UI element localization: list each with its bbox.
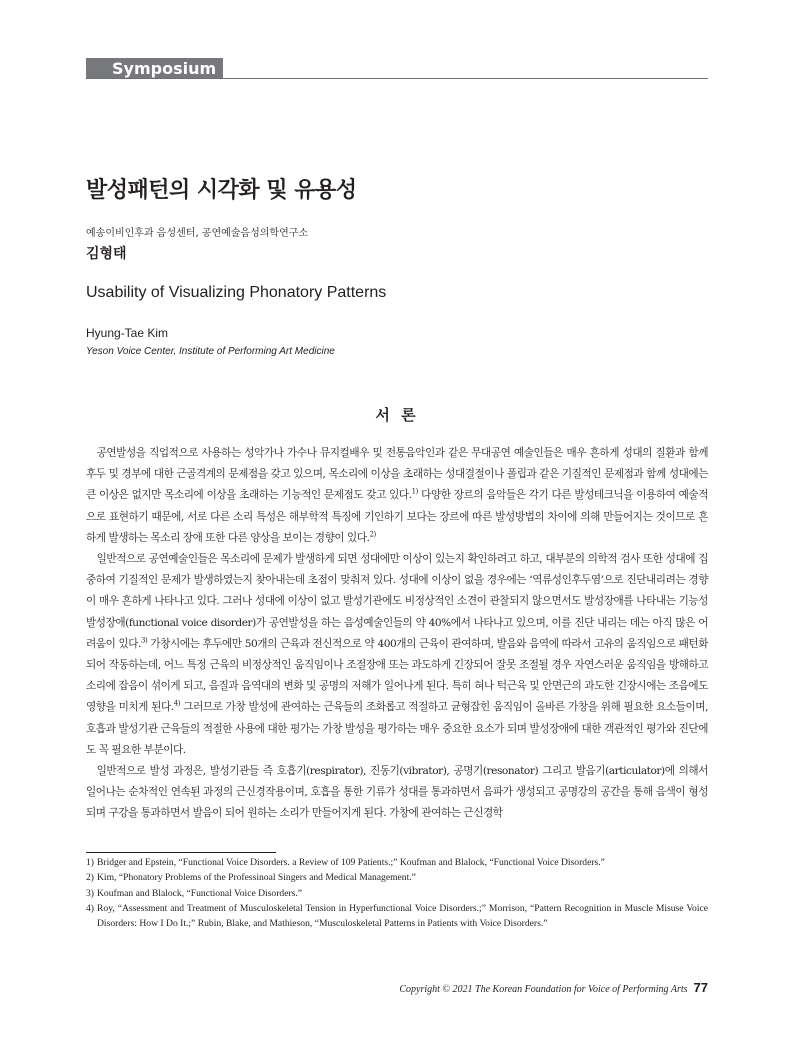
footnotes bbox=[86, 855, 708, 931]
footnote-number: 2) bbox=[86, 872, 94, 884]
copyright-text: Copyright © 2021 The Korean Foundation for Voice of Performing Arts bbox=[399, 984, 688, 995]
footnote-text: Kim, “Phonatory Problems of the Professinoal Singers and Medical Management.” bbox=[97, 872, 416, 884]
footnote-rule bbox=[86, 852, 276, 853]
citation-ref: 4) bbox=[173, 699, 181, 708]
footnote-text: Koufman and Blalock, “Functional Voice Disorders.” bbox=[97, 887, 303, 899]
page-number: 77 bbox=[693, 980, 708, 995]
footnote-number: 4) bbox=[86, 902, 94, 914]
affiliation-kr: 예송이비인후과 음성센터, 공연예술음성의학연구소 bbox=[86, 228, 309, 239]
paragraph bbox=[86, 761, 708, 825]
footnote bbox=[86, 901, 708, 932]
page-footer bbox=[399, 980, 708, 995]
citation-ref: 3) bbox=[140, 636, 148, 645]
footnote-number: 1) bbox=[86, 857, 94, 868]
paragraph bbox=[86, 549, 708, 761]
paragraph-text: 그러므로 가창 발성에 관여하는 근육들의 조화롭고 적절하고 균형잡힌 움직임이 올바른 가창을 위해 필요한 요소들이며, 호흡과 발성기관 근육들의 적절한 사용에 대한 평가는 가창 발성을 평가하는 매우 중요한 요소가 되며 발성장애에 대한 객관적인 평가와 진단에도 꼭 필요한 부분이다. bbox=[86, 701, 708, 756]
article-title-kr: 발성패턴의 시각화 및 유용성 bbox=[86, 178, 357, 203]
section-heading: 서 론 bbox=[375, 406, 419, 424]
paragraph-text: 공연발성을 직업적으로 사용하는 성악가나 가수나 뮤지컬배우 및 전통음악인과 같은 무대공연 예술인들은 매우 흔하게 성대의 질환과 함께 후두 및 경부에 대한 근골격계의 문제점을 갖고 있으며, 목소리에 이상을 초래하는 성대결절이나 폴립과 같은 기질적인 문제점과 함께 성대에는 큰 이상은 없지만 목소리에 이상을 초래하는 기능적인 문제점도 갖고 있다. bbox=[86, 447, 708, 502]
citation-ref: 1) bbox=[411, 487, 418, 496]
citation-ref: 2) bbox=[369, 530, 376, 539]
author-en: Hyung-Tae Kim bbox=[86, 326, 169, 340]
paragraph-text: 가창시에는 후두에만 50개의 근육과 전신적으로 약 400개의 근육이 관여하며, 발음와 음역에 따라서 고유의 움직임으로 패턴화 되어 작동하는데, 어느 특정 근육의 비정상적인 움직임이나 조절장애 또는 과도하게 긴장되어 잘못 조절될 경우 자연스러운 움직임을 방해하고 소리에 잡음이 섞이게 되고, 음질과 음역대의 변화 및 공명의 저해가 일어나게 된다. 특히 혀나 턱근육 및 안면근의 과도한 긴장시에는 조음에도 영향을 미치게 된다. bbox=[86, 637, 708, 714]
footnote bbox=[86, 886, 708, 901]
author-kr: 김형태 bbox=[86, 246, 127, 262]
paragraph bbox=[86, 443, 708, 549]
article-title-en: Usability of Visualizing Phonatory Patterns bbox=[86, 284, 387, 301]
section-label: Symposium bbox=[112, 59, 217, 78]
paragraph-text: 다양한 장르의 음악들은 각기 다른 발성테크닉을 이용하여 예술적으로 표현하기 때문에, 서로 다른 소리 특성은 해부학적 특징에 기인하기 보다는 장르에 따른 발성방법의 차이에 의해 만들어지는 것이므로 흔하게 발생하는 목소리 장애 또한 다른 양상을 보이는 경향이 있다. bbox=[86, 489, 709, 544]
paragraph-text: 일반적으로 공연예술인들은 목소리에 문제가 발생하게 되면 성대에만 이상이 있는지 확인하려고 하고, 대부분의 의학적 검사 또한 성대에 집중하여 기질적인 문제가 발생하였는지 찾아내는데 초점이 맞춰져 있다. 성대에 이상이 없을 경우에는 ‘역류성인후두염’으로 진단내리려는 경향이 매우 흔하게 나타나고 있다. 그러나 성대에 이상이 없고 발성기관에도 비정상적인 소견이 관찰되지 않으면서도 발성장애를 나타내는 기능성 발성장애(functional voice disorder)가 공연발성을 하는 음성예술인들의 약 40%에서 나타나고 있으며, 이를 진단 내리는 데는 아직 많은 어려움이 있다. bbox=[86, 553, 708, 650]
header-rule bbox=[86, 78, 708, 79]
footnote bbox=[86, 855, 708, 870]
footnote bbox=[86, 870, 708, 885]
affiliation-en: Yeson Voice Center, Institute of Performing Art Medicine bbox=[86, 346, 335, 357]
body-text bbox=[86, 443, 708, 825]
paragraph-text: 일반적으로 발성 과정은, 발성기관들 즉 호흡기(respirator), 진동기(vibrator), 공명기(resonator) 그리고 발음기(articulator)에 의해서 일어나는 순차적인 연속된 과정의 근신경작용이며, 호흡을 통한 기류가 성대를 통과하면서 음파가 생성되고 공명강의 공간을 통해 음색이 형성되며 구강을 통과하면서 발음이 되어 원하는 소리가 만들어지게 된다. 가창에 관여하는 근신경학 bbox=[86, 765, 708, 820]
footnote-text: Roy, “Assessment and Treatment of Musculoskeletal Tension in Hyperfunctional Voice Disorders.;” Morrison, “Pattern Recognition in Muscle Misuse Voice Disorders: How I Do It.;” Rubin, Blake, and Mathieson, “Musculoskeletal Patterns in Patients with Voice Disorders.” bbox=[97, 902, 708, 930]
footnote-text: Bridger and Epstein, “Functional Voice Disorders. a Review of 109 Patients.;” Koufman and Blalock, “Functional Voice Disorders.” bbox=[97, 857, 605, 868]
section-label-band bbox=[86, 58, 223, 79]
footnote-number: 3) bbox=[86, 887, 94, 899]
